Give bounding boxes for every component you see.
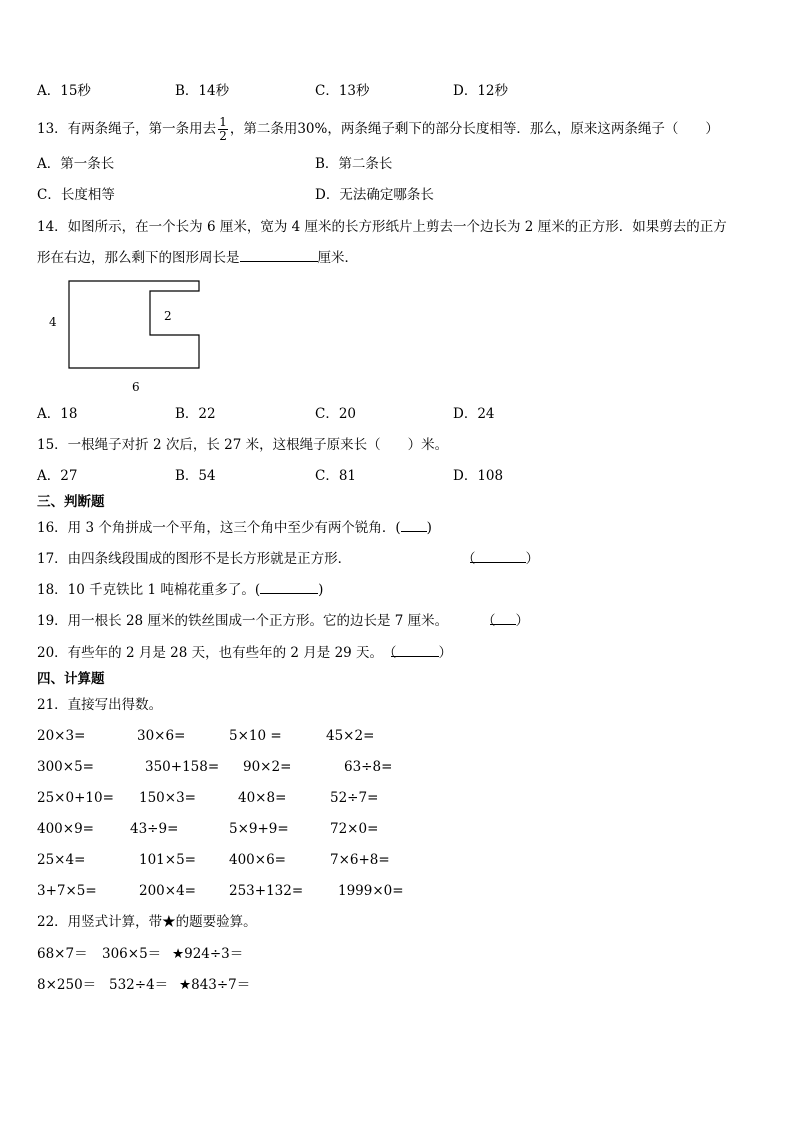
q21-item: 43÷9= — [130, 821, 179, 837]
q21-item: 300×5= — [37, 759, 94, 775]
q14-option-c: C．20 — [315, 406, 357, 422]
q19-answer — [482, 612, 529, 630]
q21-item: 40×8= — [238, 790, 287, 806]
answer-blank — [260, 581, 318, 594]
q13-stem — [37, 116, 719, 143]
q21-stem: 21．直接写出得数。 — [37, 697, 163, 713]
fraction-denominator: 2 — [219, 129, 227, 143]
q13-stem-part2: ，第二条用30%，两条绳子剩下的部分长度相等．那么，原来这两条绳子（ ） — [229, 121, 719, 137]
q22-item: ★924÷3＝ — [172, 946, 244, 962]
q22-item: ★843÷7＝ — [179, 977, 251, 993]
answer-blank — [240, 249, 318, 262]
q14-figure — [40, 275, 220, 397]
q21-item: 200×4= — [139, 883, 196, 899]
q21-item: 52÷7= — [330, 790, 379, 806]
q21-item: 7×6+8= — [330, 852, 390, 868]
q21-item: 5×10 = — [229, 728, 282, 744]
q16-close-paren: ) — [426, 520, 432, 536]
q21-item: 30×6= — [137, 728, 186, 744]
q19-close-paren: ） — [515, 613, 529, 629]
q22-stem: 22．用竖式计算，带★的题要验算。 — [37, 914, 257, 930]
q12-option-a: A．15秒 — [37, 83, 91, 99]
q18-close-paren: ) — [318, 582, 324, 598]
q14-option-d: D．24 — [453, 406, 495, 422]
q20-close-paren: ） — [438, 645, 452, 661]
q21-item: 25×0+10= — [37, 790, 114, 806]
answer-blank — [490, 612, 516, 625]
q21-item: 90×2= — [243, 759, 292, 775]
q18-text: 18．10 千克铁比 1 吨棉花重多了。( — [37, 582, 261, 598]
q21-item: 72×0= — [330, 821, 379, 837]
q21-item: 101×5= — [139, 852, 196, 868]
q13-fraction — [218, 116, 228, 143]
section-title-judgement: 三、判断题 — [37, 494, 105, 510]
q20-text: 20．有些年的 2 月是 28 天，也有些年的 2 月是 29 天。 — [37, 645, 384, 661]
figure-label-cut: 2 — [164, 309, 172, 323]
q15-stem: 15．一根绳子对折 2 次后，长 27 米，这根绳子原来长（ ）米。 — [37, 437, 449, 453]
q21-item: 3+7×5= — [37, 883, 97, 899]
figure-label-width: 6 — [132, 380, 140, 394]
q21-item: 45×2= — [326, 728, 375, 744]
q22-item: 8×250＝ — [37, 977, 97, 993]
q21-item: 20×3= — [37, 728, 86, 744]
q12-option-b: B．14秒 — [175, 83, 230, 99]
q21-item: 400×9= — [37, 821, 94, 837]
q21-item: 350+158= — [145, 759, 220, 775]
fraction-numerator: 1 — [219, 115, 227, 129]
l-shape-outline — [69, 281, 199, 368]
q21-item: 1999×0= — [338, 883, 404, 899]
q14-option-b: B．22 — [175, 406, 216, 422]
answer-blank — [391, 644, 439, 657]
q17-open-paren: （ — [462, 551, 476, 567]
q21-item: 150×3= — [139, 790, 196, 806]
q13-option-b: B．第二条长 — [315, 156, 393, 172]
q14-line1: 14．如图所示，在一个长为 6 厘米，宽为 4 厘米的长方形纸片上剪去一个边长为 2 厘米的正方形．如果剪去的正方 — [37, 219, 727, 235]
q15-option-b: B．54 — [175, 468, 216, 484]
q13-option-d: D．无法确定哪条长 — [315, 187, 434, 203]
q21-item: 25×4= — [37, 852, 86, 868]
q21-item: 400×6= — [229, 852, 286, 868]
q14-option-a: A．18 — [37, 406, 78, 422]
section-title-calculation: 四、计算题 — [37, 671, 105, 687]
q12-option-c: C．13秒 — [315, 83, 370, 99]
figure-label-height: 4 — [49, 315, 57, 329]
q19-open-paren: （ — [482, 613, 496, 629]
q20-open-paren: （ — [383, 645, 397, 661]
q21-item: 5×9+9= — [229, 821, 289, 837]
q15-option-a: A．27 — [37, 468, 78, 484]
q15-option-d: D．108 — [453, 468, 504, 484]
q14-line2-part1: 形在右边，那么剩下的图形周长是 — [37, 250, 240, 266]
q21-item: 253+132= — [229, 883, 304, 899]
q16-text: 16．用 3 个角拼成一个平角，这三个角中至少有两个锐角．( — [37, 520, 401, 536]
q14-line2 — [37, 249, 358, 267]
q17-answer — [462, 550, 539, 568]
answer-blank — [401, 519, 427, 532]
q22-item: 532÷4＝ — [109, 977, 169, 993]
q13-stem-part1: 13．有两条绳子，第一条用去 — [37, 121, 217, 137]
q13-option-a: A．第一条长 — [37, 156, 115, 172]
q22-item: 68×7＝ — [37, 946, 88, 962]
answer-blank — [470, 550, 526, 563]
q12-option-d: D．12秒 — [453, 83, 509, 99]
q17-close-paren: ） — [525, 551, 539, 567]
q19-text: 19．用一根长 28 厘米的铁丝围成一个正方形。它的边长是 7 厘米。 — [37, 613, 449, 629]
q15-option-c: C．81 — [315, 468, 357, 484]
q22-item: 306×5＝ — [102, 946, 162, 962]
q18 — [37, 581, 323, 599]
q21-item: 63÷8= — [344, 759, 393, 775]
q16 — [37, 519, 432, 537]
q17-text: 17．由四条线段围成的图形不是长方形就是正方形． — [37, 551, 352, 567]
q13-option-c: C．长度相等 — [37, 187, 115, 203]
q14-line2-part2: 厘米． — [317, 250, 358, 266]
q20-answer — [383, 644, 452, 662]
